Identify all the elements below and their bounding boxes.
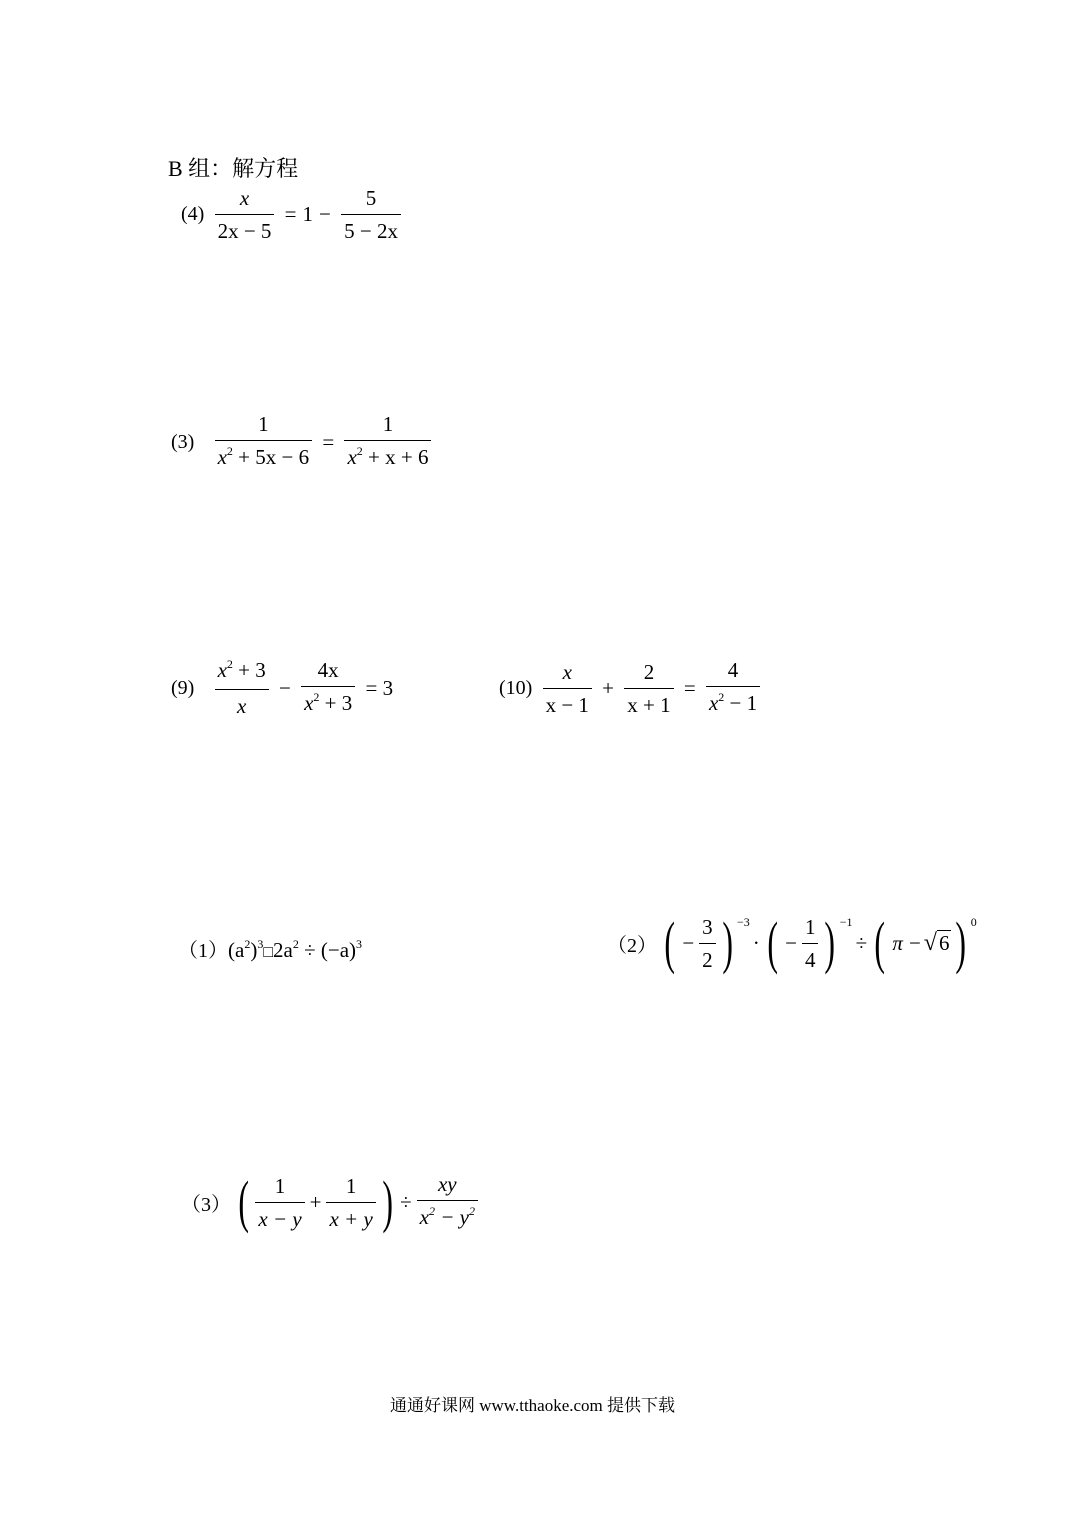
variable: x [419,1205,429,1229]
fraction [215,186,275,243]
problem-label: （1） [178,940,228,962]
fraction [417,1172,478,1232]
variable: x [217,445,227,469]
numerator: x [562,659,572,684]
fraction-bar [706,686,760,687]
fraction-bar [215,214,275,215]
section-heading: B 组：解方程 [168,156,299,181]
minus-sign: − [682,930,695,955]
problem-9 [168,658,396,718]
fraction-bar [341,214,401,215]
left-paren: ( [874,910,886,975]
exponent: 2 [468,1204,475,1218]
denominator: x + 1 [627,692,671,717]
right-paren: ) [382,1169,393,1234]
numerator: 5 [365,186,377,210]
problem-3 [168,412,433,472]
fraction [624,660,673,717]
exponent: 2 [226,657,233,671]
numerator: 4x [317,658,339,682]
variable: x [304,691,314,715]
fraction [215,412,313,472]
problem-label: (9) [171,676,195,699]
calc-3 [178,1169,480,1234]
term: − 1 [724,691,758,715]
exponent: 3 [356,937,363,951]
numerator: x [239,186,250,210]
variable: x [347,445,357,469]
exponent: 2 [313,690,320,704]
exponent: 2 [718,690,725,704]
fraction [706,658,760,718]
variable: x [217,658,227,682]
right-paren: ) [722,910,733,975]
fraction-bar [417,1200,478,1201]
fraction [301,658,355,718]
exponent: 2 [244,937,251,951]
fraction [344,412,431,472]
fraction-bar [215,440,313,441]
left-paren: ( [238,1169,249,1234]
fraction [326,1174,375,1231]
fraction-bar [301,686,355,687]
numerator: xy [437,1172,457,1196]
fraction-bar [326,1202,375,1203]
numerator: 1 [345,1173,357,1198]
term: + 5x − 6 [232,445,310,469]
placeholder-box: □ [263,944,273,961]
fraction [341,186,401,243]
term: ÷ (−a) [298,938,357,962]
radicand: 6 [938,931,950,955]
plus-sign: + [602,675,615,700]
minus-sign: − [319,202,331,226]
exponent: 2 [356,444,363,458]
term: + 3 [319,691,353,715]
problem-10 [496,658,762,718]
problem-label: (10) [499,676,533,699]
numerator: 1 [382,412,394,436]
equals-sign: = [683,675,696,700]
left-paren: ( [664,910,675,975]
fraction [802,915,819,972]
numerator: 1 [274,1173,286,1198]
footer-credit: 通通好课网 www.tthaoke.com 提供下载 [390,1396,676,1415]
right-paren: ) [824,910,836,975]
numerator: 3 [702,914,713,939]
term: (a [228,938,245,962]
fraction-bar [543,688,592,689]
left-paren: ( [767,910,778,975]
denominator [706,691,760,718]
equals-sign: = [284,202,297,226]
exponent: 2 [428,1204,435,1218]
numerator [215,658,269,685]
exponent: −3 [737,914,750,929]
calc-2 [604,910,977,975]
numerator: 1 [804,914,816,939]
denominator: 5 − 2x [344,219,398,243]
numerator: 1 [258,412,269,436]
exponent: 0 [970,914,977,929]
calc-1 [178,934,362,963]
term: − y [434,1205,469,1229]
denominator: x [237,694,247,718]
denominator: 2 [702,947,713,972]
exponent: 2 [292,937,299,951]
minus-sign: − [279,675,291,700]
equals-sign: = [322,429,335,454]
exponent: 3 [257,937,264,951]
denominator: 2x − 5 [217,219,272,243]
fraction [255,1174,304,1231]
fraction [543,660,592,717]
denominator [301,691,355,718]
fraction-bar [699,943,716,944]
plus-sign: + [309,1189,322,1214]
numerator: 2 [643,659,655,684]
term: ) [250,938,258,962]
exponent: −1 [839,914,853,929]
fraction-bar [624,688,673,689]
denominator: x + y [329,1206,373,1231]
exponent: 2 [226,444,233,458]
problem-label: （2） [607,934,657,957]
sqrt-icon: √ [923,929,937,956]
problem-4 [178,186,403,243]
denominator [417,1205,478,1232]
constant: 1 [302,202,314,226]
term: + 3 [232,658,266,682]
fraction [215,658,269,718]
problem-label: (4) [181,203,205,225]
minus-sign: − [785,930,797,955]
fraction-bar [215,689,269,690]
divide-sign: ÷ [400,1189,412,1214]
right-hand-side: = 3 [365,675,394,700]
denominator: x − 1 [545,692,589,717]
variable: x [708,691,719,715]
denominator [215,445,313,472]
problem-label: (3) [171,430,195,453]
right-paren: ) [955,910,967,975]
fraction [699,915,716,972]
fraction-bar [255,1202,304,1203]
denominator: 4 [804,947,816,972]
denominator: x − y [258,1206,302,1231]
minus-sign: − [908,930,921,955]
term: 2a [273,938,293,962]
fraction-bar [344,440,431,441]
pi-symbol: π [892,930,903,955]
fraction-bar [802,943,819,944]
term: + x + 6 [362,445,429,469]
dot-operator: · [752,930,760,955]
problem-label: （3） [181,1193,231,1216]
numerator: 4 [727,658,739,682]
divide-sign: ÷ [855,930,868,955]
denominator [344,445,431,472]
